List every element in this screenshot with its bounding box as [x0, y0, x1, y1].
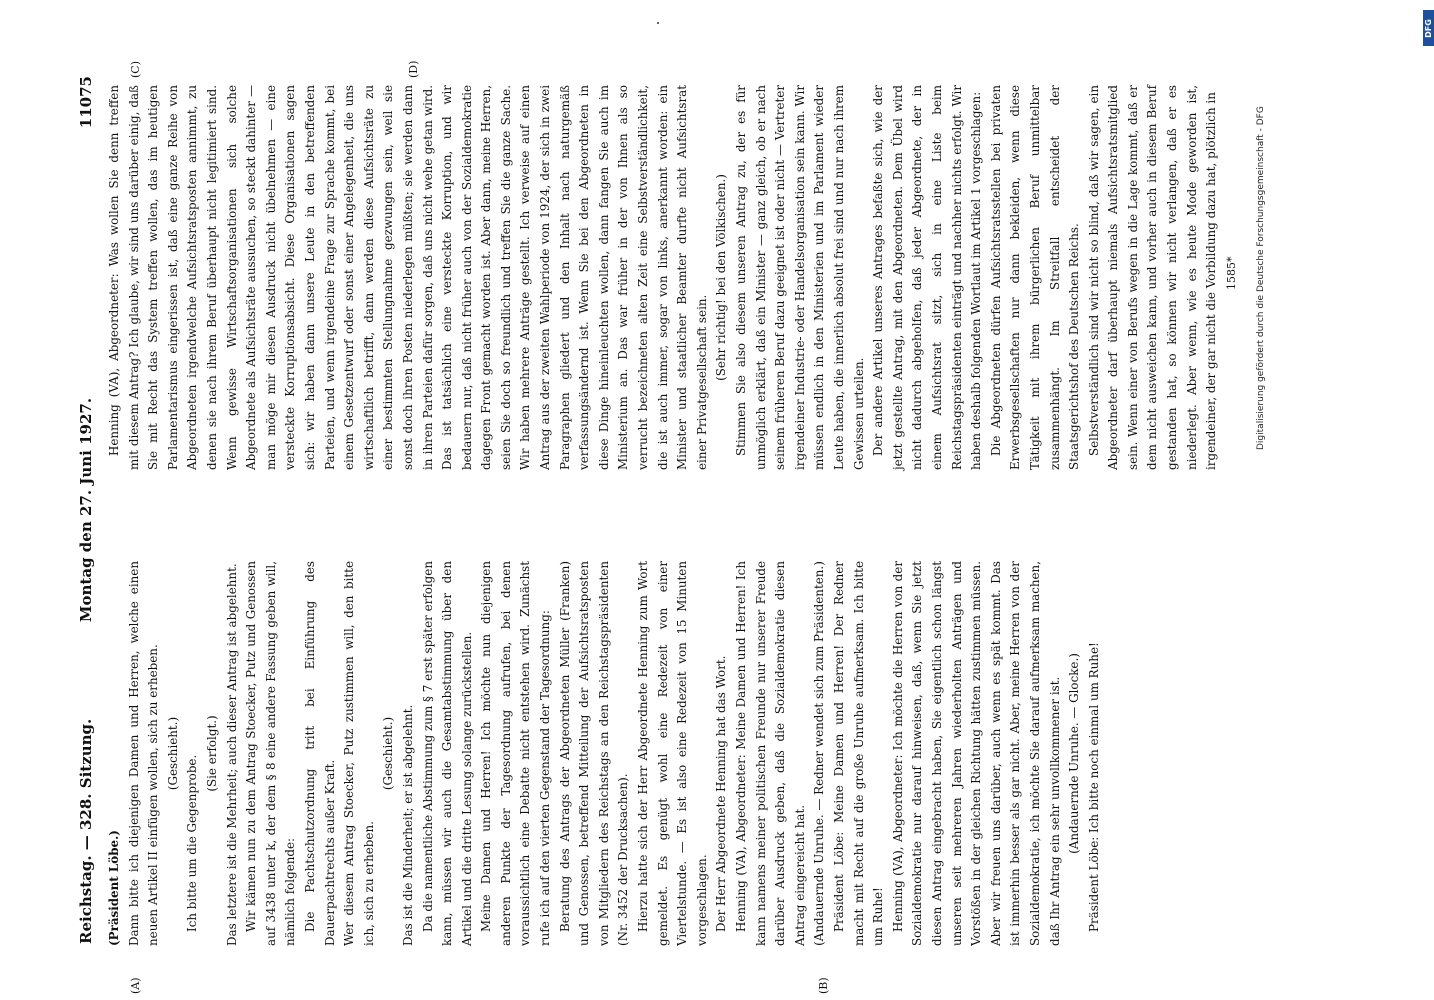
header-page-number: 11075: [77, 76, 95, 129]
paragraph: Henning (VA), Abgeordneter: Was wollen Sie denn treffen mit diesem Antrag? Ich glaube, wir sind uns darüber einig, daß Sie mit Recht das System treffen wollen, das im heutigen Parlamentarismus eingerissen ist, daß eine ganze Reihe von Abgeordneten irgendwelche Aufsichtsratsposten annimmt, zu denen sie nach ihrem Beruf überhaupt nicht legitimiert sind. Wenn gewisse Wirtschaftsorganisationen sich solche Abgeordnete als Aufsichtsräte aussuchen, so steckt dahinter — man möge mir diesen Ausdruck nicht übelnehmen — eine versteckte Korruptionsabsicht. Diese Organisationen sagen sich: wir haben dann unsere Leute in den betreffenden Parteien, und wenn irgendeine Frage zur Sprache kommt, bei einem Gesetzentwurf oder sonst einer Angelegenheit, die uns wirtschaftlich betrifft, dann werden diese Aufsichtsräte zu einer bestimmten Stellungnahme gezwungen sein, weil sie sonst doch ihren Posten niederlegen müßten; sie werden dann in ihren Parteien dafür sorgen, daß uns nicht wehe getan wird. Das ist tatsächlich eine versteckte Korruption, und wir bedauern nur, daß nicht früher auch von der Sozialdemokratie dagegen Front gemacht worden ist. Aber dann, meine Herren, seien Sie doch so freundlich und treffen Sie die ganze Sache. Wir haben mehrere Anträge gestellt. Ich verweise auf einen Antrag aus der zweiten Wahlperiode von 1924, der sich in zwei Paragraphen gliedert und den Inhalt nach naturgemäß verfassungsändernd ist. Wenn Sie bei den Abgeordneten in diese Dinge hineinleuchten wollen, dann fangen Sie auch im Ministerium an. Das war früher in der von Ihnen als so verrucht bezeichneten alten Zeit eine Selbstverständlichkeit, die ist auch immer, sogar von links, anerkannt worden: ein Minister und staatlicher Beamter durfte nicht Aufsichtsrat einer Privatgesellschaft sein.: [107, 85, 709, 470]
paragraph: (Andauernde Unruhe. — Glocke.): [1067, 653, 1082, 854]
paragraph: Dann bitte ich diejenigen Damen und Herren, welche einen neuen Artikel II einfügen wollen, sich zu erheben.: [126, 561, 161, 946]
paragraph: (Präsident Löbe.): [107, 830, 121, 946]
margin-marker-a: (A): [129, 977, 142, 994]
rotated-page: [77, 60, 1337, 994]
paragraph: Wir kämen nun zu dem Antrag Stoecker, Putz und Genossen auf 3438 unter k, der dem § 8 eine andere Fassung geben will, nämlich folgende:: [244, 561, 298, 946]
left-column: [105, 561, 1337, 946]
paragraph: Selbstverständlich sind wir nicht so blind, daß wir sagen, ein Abgeordneter darf überhaupt niemals Aufsichtsratsmitglied sein. Wenn einer von Berufs wegen in die Lage kommt, daß er dem nicht ausweichen kann, und vorher auch in diesem Beruf gestanden hat, so können wir nicht verlangen, daß er es niederlegt. Aber wenn, wie es heute Mode geworden ist, irgendeiner, der gar nicht die Vorbildung dazu hat, plötzlich in: [1086, 85, 1219, 470]
paragraph: Die Abgeordneten dürfen Aufsichtsratsstellen bei privaten Erwerbsgesellschaften nur dann bekleiden, wenn diese Tätigkeit mit ihrem bürgerlichen Beruf unmittelbar zusammenhängt. Im Streitfall entscheidet der Staatsgerichtshof des Deutschen Reichs.: [988, 85, 1082, 470]
margin-marker-b: (B): [817, 977, 830, 994]
digitization-watermark: Digitalisierung gefördert durch die Deutsche Forschungsgemeinschaft - DFG: [1256, 106, 1267, 450]
paragraph: Der andere Artikel unseres Antrages befaßte sich, wie der jetzt gestellte Antrag, mit den Abgeordneten. Dem Übel wird nicht dadurch abgeholfen, daß jeder Abgeordnete, der in einem Aufsichtsrat sitzt, sich in eine Liste beim Reichstagspräsidenten einträgt und nachher nichts erfolgt. Wir haben deshalb folgenden Wortlaut im Artikel 1 vorgeschlagen:: [871, 85, 984, 470]
dfg-logo: [1423, 10, 1434, 46]
paragraph: Beratung des Antrags der Abgeordneten Müller (Franken) und Genossen, betreffend Mitteilung der Aufsichtsratsposten von Mitgliedern des Reichstags an den Reichstagspräsidenten (Nr. 3452 der Drucksachen).: [557, 561, 631, 946]
paragraph: Da die namentliche Abstimmung zum § 7 erst später erfolgen kann, müssen wir auch die Gesamtabstimmung über den Artikel und die dritte Lesung solange zurückstellen.: [420, 561, 474, 946]
paragraph: Präsident Löbe: Ich bitte noch einmal um Ruhe!: [1086, 642, 1101, 932]
dfg-logo-text: DFG: [1424, 18, 1434, 38]
paragraph: Der Herr Abgeordnete Henning hat das Wort.: [714, 655, 729, 932]
page-signature: 1585*: [1225, 256, 1238, 290]
paragraph: (Geschieht.): [381, 716, 396, 791]
margin-marker-d: (D): [407, 60, 420, 78]
paragraph: Die Pachtschutzordnung tritt bei Einführung des Dauerpachtrechts außer Kraft.: [302, 561, 337, 946]
paragraph: Henning (VA), Abgeordneter: Meine Damen und Herren! Ich kann namens meiner politischen Freunde nur unserer Freude darüber Ausdruck geben, daß die Sozialdemokratie diesen Antrag eingereicht hat.: [734, 561, 807, 946]
scan-speck: [657, 22, 659, 24]
paragraph: Stimmen Sie also diesem unseren Antrag zu, der es für unmöglich erklärt, daß ein Minister — ganz gleich, ob er nach seinem früheren Beruf dazu geeignet ist oder nicht — Vertreter irgendeiner Industrie- oder Handelsorganisation sein kann. Wir müssen endlich in den Ministerien und im Parlament wieder Leute haben, die innerlich absolut frei sind und nur nach ihrem Gewissen urteilen.: [734, 85, 866, 470]
paragraph: (Sehr richtig! bei den Völkischen.): [714, 174, 729, 381]
paragraph: (Sie erfolgt.): [204, 715, 219, 792]
paragraph: Wer diesem Antrag Stoecker, Putz zustimmen will, den bitte ich, sich zu erheben.: [342, 561, 376, 946]
right-column: [105, 85, 1337, 470]
paragraph: Ich bitte um die Gegenprobe.: [185, 754, 200, 932]
paragraph: Präsident Löbe: Meine Damen und Herren! Der Redner macht mit Recht auf die große Unruhe aufmerksam. Ich bitte um Ruhe!: [831, 561, 886, 946]
paragraph: Das letztere ist die Mehrheit; auch dieser Antrag ist abgelehnt.: [224, 563, 239, 946]
paragraph: Meine Damen und Herren! Ich möchte nun diejenigen anderen Punkte der Tagesordnung aufrufen, bei denen voraussichtlich eine Debatte nicht entstehen wird. Zunächst rufe ich auf den vierten Gegenstand der Tagesordnung:: [479, 561, 553, 946]
margin-marker-c: (C): [129, 61, 142, 78]
paragraph: (Andauernde Unruhe. — Redner wendet sich zum Präsidenten.): [812, 561, 827, 946]
paragraph: Das ist die Minderheit; er ist abgelehnt.: [400, 704, 415, 946]
paragraph: (Geschieht.): [165, 716, 180, 791]
header-session: Reichstag. — 328. Sitzung.: [77, 718, 95, 944]
paragraph: Hierzu hatte sich der Herr Abgeordnete Henning zum Wort gemeldet. Es genügt wohl eine Redezeit von einer Viertelstunde. — Es ist also eine Redezeit von 15 Minuten vorgeschlagen.: [636, 561, 709, 946]
page-header: [77, 70, 99, 950]
header-date: Montag den 27. Juni 1927.: [77, 397, 95, 623]
paragraph: Henning (VA), Abgeordneter: Ich möchte die Herren von der Sozialdemokratie nur darauf hinweisen, daß, wenn Sie jetzt diesen Antrag eingebracht haben, Sie eigentlich schon längst unseren seit mehreren Jahren wiederholten Anträgen und Vorstößen in der gleichen Richtung hätten zustimmen müssen. Aber wir freuen uns darüber, auch wenn es spät kommt. Das ist immerhin besser als gar nicht. Aber, meine Herren von der Sozialdemokratie, ich möchte Sie darauf aufmerksam machen, daß Ihr Antrag ein sehr unvollkommener ist.: [890, 561, 1062, 946]
